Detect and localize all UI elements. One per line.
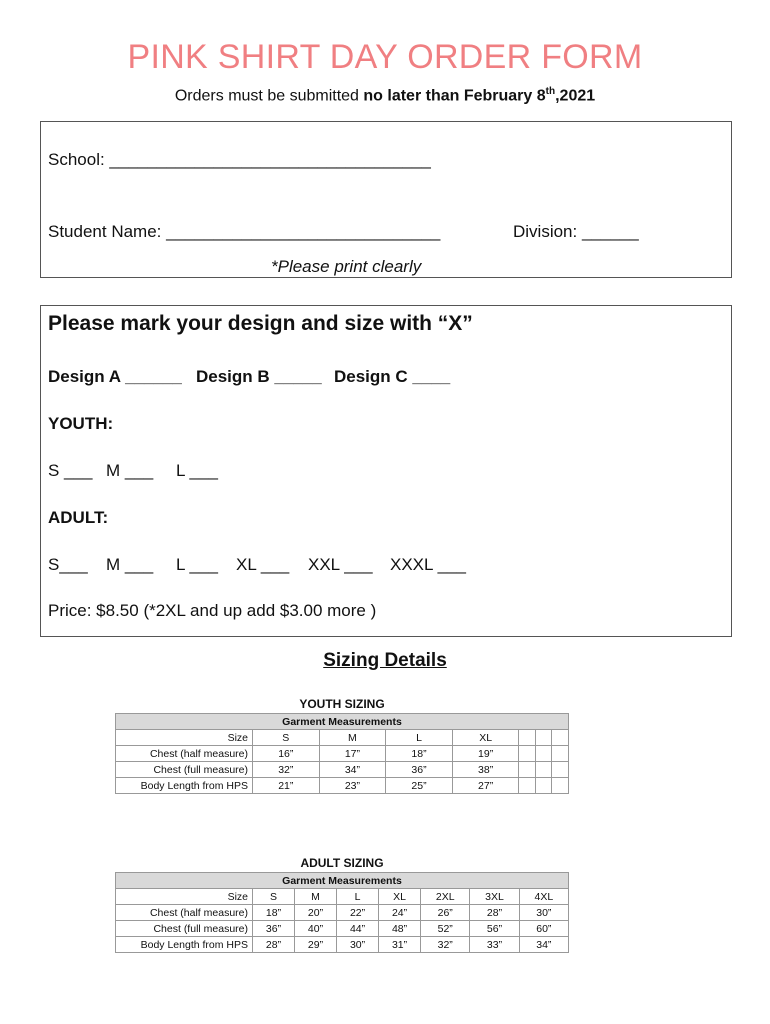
size-value-cell: 16” [253,746,320,762]
row-label-cell: Body Length from HPS [116,778,253,794]
adult-xl-field[interactable]: XL ___ [236,555,290,574]
size-value-cell: XL [379,889,421,905]
size-value-cell: 34” [319,762,386,778]
adult-m-field[interactable]: M ___ [106,555,154,574]
order-heading: Please mark your design and size with “X” [48,312,473,335]
size-value-cell: 34” [519,937,568,953]
size-value-cell: XL [452,730,519,746]
school-field[interactable]: School: __________________________________ [48,150,431,169]
adult-l-field[interactable]: L ___ [176,555,218,574]
size-value-cell: 20” [295,905,337,921]
form-subtitle [0,86,770,105]
size-value-cell: 21” [253,778,320,794]
size-value-cell: 36” [253,921,295,937]
design-b-field[interactable]: Design B _____ [196,367,322,386]
form-title: PINK SHIRT DAY ORDER FORM [127,38,643,76]
size-value-cell: 30” [337,937,379,953]
size-value-cell: 38” [452,762,519,778]
size-value-cell [552,778,569,794]
row-label-cell: Size [116,730,253,746]
size-value-cell: 36” [386,762,453,778]
table-row [116,889,569,905]
size-value-cell: 26” [421,905,470,921]
size-value-cell [552,730,569,746]
size-value-cell: 2XL [421,889,470,905]
adult-xxl-field[interactable]: XXL ___ [308,555,373,574]
size-value-cell: 27” [452,778,519,794]
table-row [116,778,569,794]
size-value-cell [535,762,552,778]
student-info-box [40,121,732,278]
size-value-cell: 24” [379,905,421,921]
size-value-cell [552,762,569,778]
size-value-cell: 29” [295,937,337,953]
size-value-cell [519,746,536,762]
adult-table-header: Garment Measurements [116,873,569,889]
table-row [116,921,569,937]
youth-label: YOUTH: [48,414,114,433]
adult-sizing-title: ADULT SIZING [300,856,384,870]
size-value-cell [519,762,536,778]
price-text: Price: $8.50 (*2XL and up add $3.00 more ) [48,601,377,620]
size-value-cell: 33” [470,937,519,953]
youth-s-field[interactable]: S ___ [48,461,93,480]
size-value-cell: 17” [319,746,386,762]
size-value-cell: L [386,730,453,746]
design-a-field[interactable]: Design A ______ [48,367,182,386]
youth-l-field[interactable]: L ___ [176,461,218,480]
row-label-cell: Chest (full measure) [116,921,253,937]
size-value-cell: 18” [386,746,453,762]
design-c-field[interactable]: Design C ____ [334,367,451,386]
row-label-cell: Chest (full measure) [116,762,253,778]
size-value-cell: 23” [319,778,386,794]
size-value-cell: 3XL [470,889,519,905]
youth-sizing-table [115,713,569,794]
size-value-cell: 4XL [519,889,568,905]
sizing-heading: Sizing Details [323,650,447,671]
size-value-cell: 44” [337,921,379,937]
size-value-cell: L [337,889,379,905]
size-value-cell: 48” [379,921,421,937]
size-value-cell: 31” [379,937,421,953]
adult-sizing-table [115,872,569,953]
subtitle-deadline: no later than February 8 [363,87,546,105]
size-value-cell: 18” [253,905,295,921]
size-value-cell [535,778,552,794]
table-row [116,937,569,953]
row-label-cell: Size [116,889,253,905]
size-value-cell: 56” [470,921,519,937]
size-value-cell [535,730,552,746]
division-field[interactable]: Division: ______ [513,222,639,241]
size-value-cell: 32” [253,762,320,778]
row-label-cell: Body Length from HPS [116,937,253,953]
adult-xxxl-field[interactable]: XXXL ___ [390,555,466,574]
size-value-cell: 28” [253,937,295,953]
size-value-cell [519,730,536,746]
size-value-cell: S [253,730,320,746]
table-row [116,730,569,746]
size-value-cell: 28” [470,905,519,921]
size-value-cell: 25” [386,778,453,794]
size-value-cell: 60” [519,921,568,937]
row-label-cell: Chest (half measure) [116,746,253,762]
size-value-cell: 40” [295,921,337,937]
size-value-cell: 19” [452,746,519,762]
size-value-cell: 30” [519,905,568,921]
row-label-cell: Chest (half measure) [116,905,253,921]
size-value-cell [535,746,552,762]
subtitle-text: Orders must be submitted [174,87,364,105]
adult-s-field[interactable]: S___ [48,555,88,574]
adult-label: ADULT: [48,508,109,527]
subtitle-sup: th [545,86,556,97]
size-value-cell: 52” [421,921,470,937]
size-value-cell [519,778,536,794]
youth-sizing-title: YOUTH SIZING [299,697,385,711]
youth-m-field[interactable]: M ___ [106,461,154,480]
table-row [116,905,569,921]
size-value-cell: S [253,889,295,905]
subtitle-year: ,2021 [555,87,596,105]
size-value-cell: M [319,730,386,746]
size-value-cell: M [295,889,337,905]
order-box [40,305,732,637]
print-clearly-note: *Please print clearly [271,257,422,276]
youth-table-header: Garment Measurements [116,714,569,730]
size-value-cell [552,746,569,762]
table-row [116,746,569,762]
table-row [116,762,569,778]
student-name-field[interactable]: Student Name: _____________________________ [48,222,441,241]
size-value-cell: 32” [421,937,470,953]
size-value-cell: 22” [337,905,379,921]
